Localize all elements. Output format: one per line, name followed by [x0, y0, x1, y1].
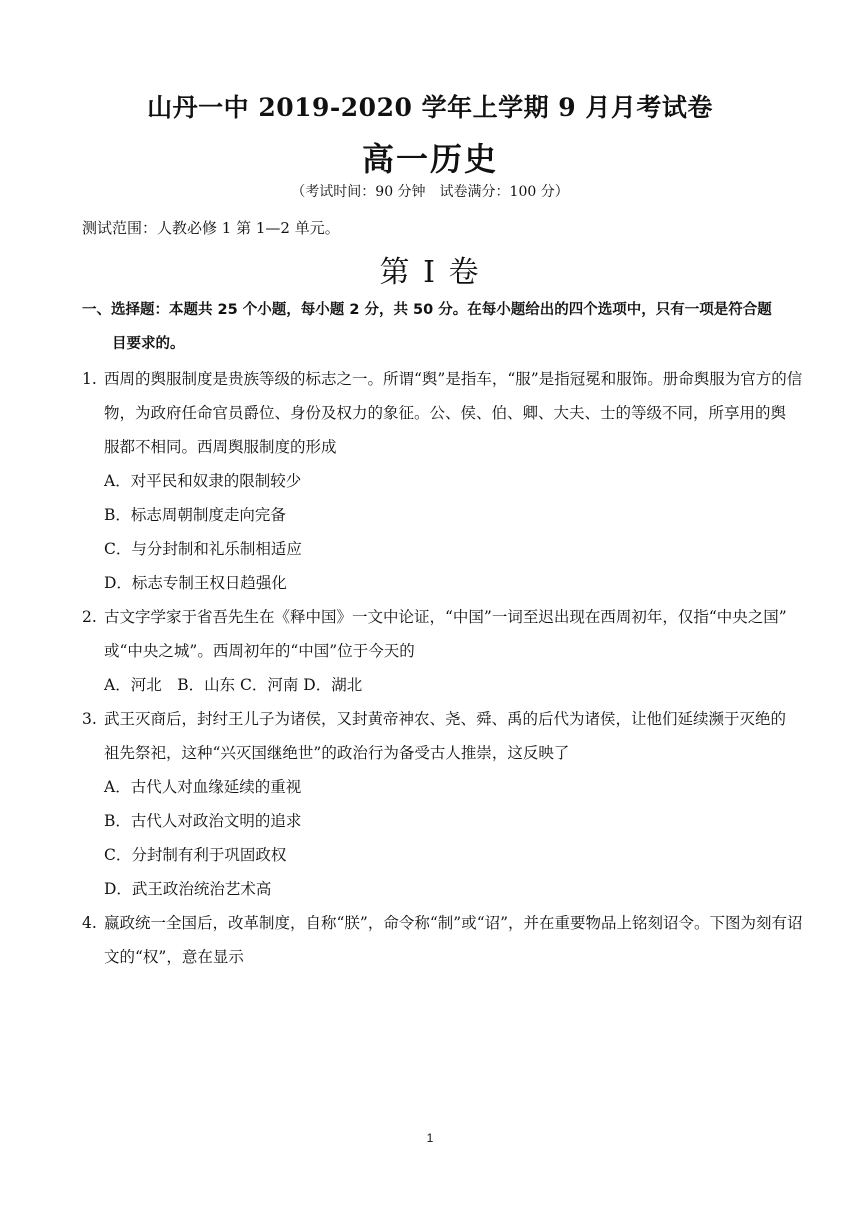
options-inline: A．河北 B．山东 C．河南 D．湖北: [104, 676, 363, 694]
question-text: 祖先祭祀，这种“兴灭国继绝世”的政治行为备受古人推崇，这反映了: [104, 744, 570, 762]
question-text: 西周的舆服制度是贵族等级的标志之一。所谓“舆”是指车，“服”是指冠冕和服饰。册命舆服为官方的信: [104, 370, 803, 388]
option-b: B．古代人对政治文明的追求: [104, 812, 302, 830]
question-number: 4.: [82, 914, 97, 932]
question-2: [82, 605, 787, 627]
question-text: 服都不相同。西周舆服制度的形成: [104, 438, 337, 456]
question-number: 2.: [82, 608, 97, 626]
option-c: C．与分封制和礼乐制相适应: [104, 540, 302, 558]
section-heading-cont: 目要求的。: [112, 336, 185, 352]
exam-title: 山丹一中 2019-2020 学年上学期 9 月月考试卷: [147, 93, 713, 122]
option-a: A．对平民和奴隶的限制较少: [104, 472, 302, 490]
question-text: 武王灭商后，封纣王儿子为诸侯，又封黄帝神农、尧、舜、禹的后代为诸侯，让他们延续濒于灭绝的: [104, 710, 787, 728]
option-c: C．分封制有利于巩固政权: [104, 846, 287, 864]
question-text: 文的“权”，意在显示: [104, 948, 244, 966]
section-heading: 一、选择题：本题共 25 个小题，每小题 2 分，共 50 分。在每小题给出的四个选项中，只有一项是符合题: [82, 302, 772, 318]
option-d: D．武王政治统治艺术高: [104, 880, 272, 898]
question-3: [82, 707, 786, 729]
exam-info: （考试时间：90 分钟 试卷满分：100 分）: [291, 184, 569, 200]
question-text: 古文字学家于省吾先生在《释中国》一文中论证，“中国”一词至迟出现在西周初年，仅指“中央之国”: [104, 608, 787, 626]
subject-title: 高一历史: [361, 140, 498, 178]
volume-title: 第 I 卷: [379, 255, 481, 290]
option-a: A．古代人对血缘延续的重视: [104, 778, 302, 796]
option-b: B．标志周朝制度走向完备: [104, 506, 286, 524]
question-4: [82, 911, 803, 933]
test-scope: 测试范围：人教必修 1 第 1—2 单元。: [82, 219, 340, 237]
question-text: 或“中央之城”。西周初年的“中国”位于今天的: [104, 642, 415, 660]
option-d: D．标志专制王权日趋强化: [104, 574, 287, 592]
question-text: 嬴政统一全国后，改革制度，自称“朕”，命令称“制”或“诏”，并在重要物品上铭刻诏令。下图为刻有诏: [104, 914, 803, 932]
question-number: 1.: [82, 370, 97, 388]
question-number: 3.: [82, 710, 97, 728]
question-text: 物，为政府任命官员爵位、身份及权力的象征。公、侯、伯、卿、大夫、士的等级不同，所享用的舆: [104, 404, 787, 422]
question-1: [82, 367, 802, 389]
page-number: 1: [426, 1131, 434, 1145]
